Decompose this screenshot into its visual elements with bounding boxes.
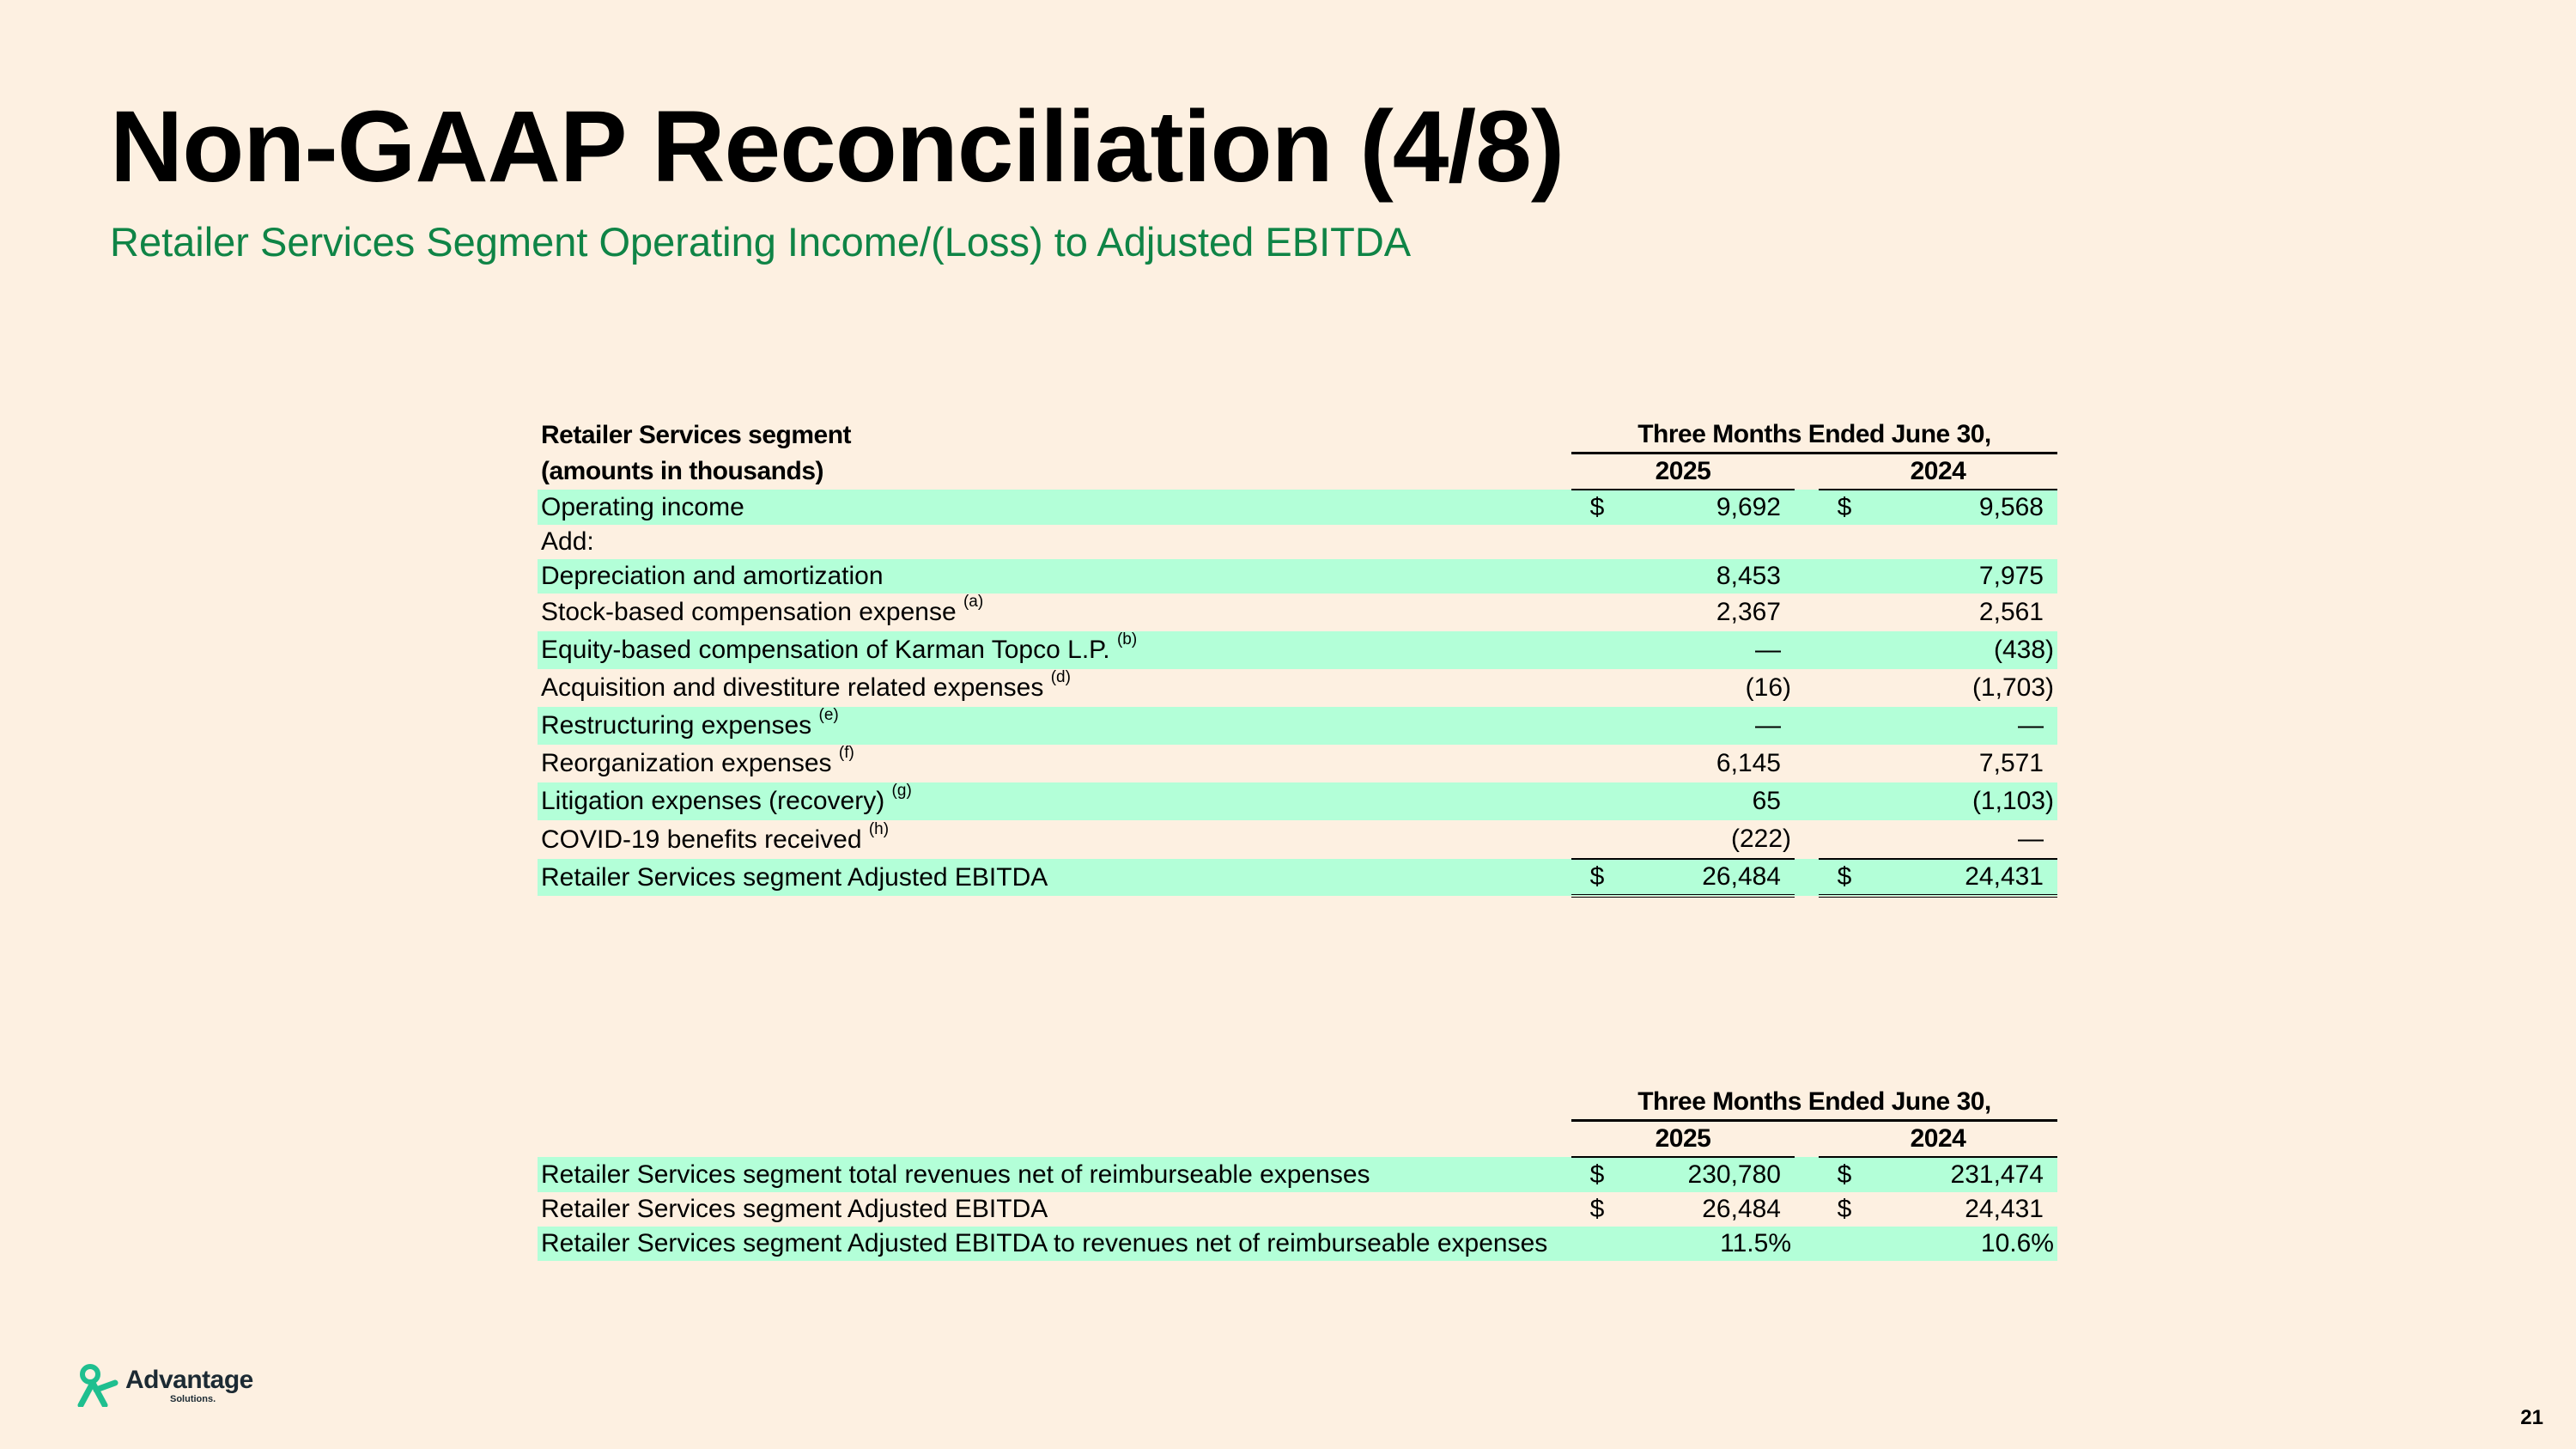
value-2024: (438) bbox=[1870, 631, 2057, 669]
footnote-ref: (b) bbox=[1116, 630, 1138, 648]
period-header: Three Months Ended June 30, bbox=[1571, 1085, 2057, 1121]
value-2024: (1,103) bbox=[1870, 782, 2057, 820]
row-label: Reorganization expenses $^{(f)}$ bbox=[541, 744, 854, 777]
table-row bbox=[538, 1157, 2057, 1192]
brand-name: Advantage bbox=[125, 1365, 253, 1394]
row-label: Retailer Services segment Adjusted EBITDA bbox=[538, 859, 1571, 896]
table-row bbox=[538, 782, 2057, 820]
row-label: Litigation expenses (recovery) $^{(g)}$ bbox=[538, 782, 1571, 820]
currency-symbol: $ bbox=[1571, 490, 1623, 525]
row-label: Retailer Services segment total revenues net of reimburseable expenses bbox=[538, 1157, 1571, 1192]
table-row bbox=[538, 490, 2057, 525]
value-2025: 26,484 bbox=[1623, 859, 1795, 896]
value-2025: 8,453 bbox=[1623, 559, 1795, 594]
reconciliation-table bbox=[538, 417, 2057, 898]
value-2024: — bbox=[2018, 825, 2044, 853]
currency-symbol: $ bbox=[1819, 490, 1870, 525]
advantage-logo-icon bbox=[76, 1364, 120, 1407]
table-row bbox=[538, 745, 2057, 782]
value-2025: 9,692 bbox=[1623, 490, 1795, 525]
value-2024: 231,474 bbox=[1870, 1157, 2057, 1192]
footnote-ref: (e) bbox=[818, 706, 839, 724]
currency-symbol: $ bbox=[1819, 1157, 1870, 1192]
currency-symbol: $ bbox=[1837, 1195, 1852, 1223]
footnote-ref: (a) bbox=[963, 593, 984, 611]
value-2025: (16) bbox=[1745, 673, 1791, 702]
value-2024: 24,431 bbox=[1870, 859, 2057, 896]
value-2024: 2,561 bbox=[1978, 598, 2044, 626]
value-2024: 9,568 bbox=[1870, 490, 2057, 525]
table-row bbox=[538, 594, 2057, 631]
year-header-2025: 2025 bbox=[1655, 457, 1711, 485]
value-2025: 2,367 bbox=[1716, 598, 1781, 626]
value-2024: (1,703) bbox=[1971, 673, 2054, 702]
value-2025: (222) bbox=[1730, 825, 1791, 853]
footnote-ref: (f) bbox=[838, 744, 854, 762]
value-2025: 6,145 bbox=[1716, 749, 1781, 777]
year-header-2024: 2024 bbox=[1910, 1124, 1966, 1153]
currency-symbol: $ bbox=[1819, 859, 1870, 896]
table-header-sublabel: (amounts in thousands) bbox=[541, 456, 823, 485]
ebitda-margin-table bbox=[538, 1085, 2057, 1261]
value-2025: 65 bbox=[1623, 782, 1795, 820]
company-logo bbox=[76, 1364, 253, 1407]
row-label: Equity-based compensation of Karman Topco L.P. $^{(b)}$ bbox=[538, 631, 1571, 669]
table-row bbox=[538, 669, 2057, 707]
brand-sub: Solutions. bbox=[170, 1393, 216, 1404]
table-row bbox=[538, 707, 2057, 745]
row-label: Restructuring expenses $^{(e)}$ bbox=[538, 707, 1571, 745]
period-header: Three Months Ended June 30, bbox=[1571, 417, 2057, 454]
year-header-2025: 2025 bbox=[1655, 1124, 1711, 1153]
table-row bbox=[538, 820, 2057, 859]
table-row bbox=[538, 525, 2057, 559]
row-label: Add: bbox=[541, 527, 594, 556]
value-2024: 7,571 bbox=[1978, 749, 2044, 777]
table-row-total bbox=[538, 859, 2057, 896]
table-row bbox=[538, 1227, 2057, 1261]
currency-symbol: $ bbox=[1589, 1195, 1605, 1223]
page-subtitle: Retailer Services Segment Operating Income/(Loss) to Adjusted EBITDA bbox=[110, 219, 1412, 265]
value-2024: — bbox=[1870, 707, 2057, 745]
footnote-ref: (g) bbox=[891, 782, 912, 800]
page-number: 21 bbox=[2520, 1406, 2543, 1429]
footnote-ref: (h) bbox=[868, 819, 890, 838]
row-label: Acquisition and divestiture related expenses $^{(d)}$ bbox=[541, 668, 1071, 702]
table-header-label: Retailer Services segment bbox=[541, 420, 852, 449]
footnote-ref: (d) bbox=[1050, 668, 1071, 686]
currency-symbol: $ bbox=[1571, 1157, 1623, 1192]
table-row bbox=[538, 631, 2057, 669]
row-label: Retailer Services segment Adjusted EBITDA bbox=[541, 1195, 1048, 1223]
value-2025: — bbox=[1623, 707, 1795, 745]
row-label: Depreciation and amortization bbox=[538, 559, 1571, 594]
value-2025: 26,484 bbox=[1702, 1195, 1781, 1223]
value-2025: — bbox=[1623, 631, 1795, 669]
value-2024: 24,431 bbox=[1965, 1195, 2044, 1223]
row-label: Operating income bbox=[538, 490, 1571, 525]
row-label: COVID-19 benefits received $^{(h)}$ bbox=[541, 819, 890, 854]
currency-symbol: $ bbox=[1571, 859, 1623, 896]
value-2025: 230,780 bbox=[1623, 1157, 1795, 1192]
table-row bbox=[538, 559, 2057, 594]
page-title: Non-GAAP Reconciliation (4/8) bbox=[110, 90, 1564, 204]
value-2024: 10.6% bbox=[1870, 1227, 2057, 1261]
row-label: Stock-based compensation expense $^{(a)}$ bbox=[541, 593, 984, 626]
year-header-2024: 2024 bbox=[1910, 457, 1966, 485]
table-row bbox=[538, 1192, 2057, 1227]
row-label: Retailer Services segment Adjusted EBITDA to revenues net of reimburseable expenses bbox=[538, 1227, 1571, 1261]
value-2025: 11.5% bbox=[1623, 1227, 1795, 1261]
value-2024: 7,975 bbox=[1870, 559, 2057, 594]
